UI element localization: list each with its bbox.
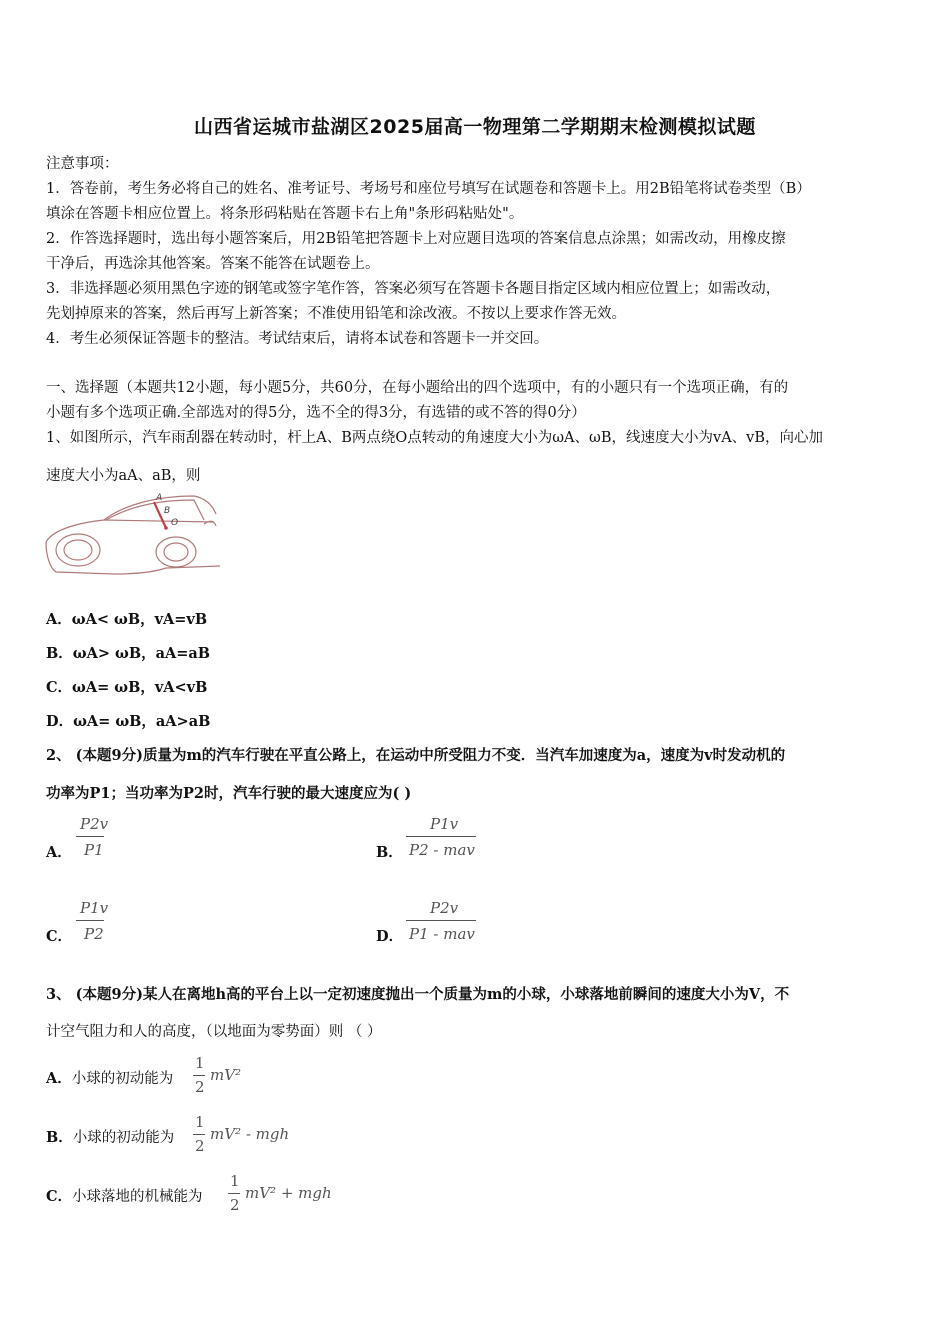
option-text: 小球的初动能为 (72, 1130, 175, 1146)
q3-expr-c: mV² + mgh (245, 1184, 332, 1202)
option-text: 小球落地的机械能为 (72, 1189, 203, 1205)
option-label: B． (376, 844, 403, 861)
notice-line: 3．非选择题必须用黑色字迹的钢笔或签字笔作答，答案必须写在答题卡各题目指定区域内相应位置上；如需改动， (46, 281, 781, 297)
numerator: 1 (230, 1172, 240, 1190)
option-label: B． (46, 645, 73, 662)
option-label: C． (46, 679, 73, 696)
q2-stem: 2、 (本题9分)质量为m的汽车行驶在平直公路上，在运动中所受阻力不变．当汽车加速度为a，速度为v时发动机的 (46, 747, 786, 764)
q2-option-b[interactable] (376, 841, 403, 862)
q3-fraction-b (193, 1113, 207, 1159)
numerator: 1 (195, 1054, 205, 1072)
q3-option-a[interactable] (46, 1067, 173, 1088)
car-wiper-figure (44, 490, 220, 580)
q3-expr-b: mV² - mgh (210, 1125, 290, 1143)
pivot-o (164, 526, 168, 530)
numerator: P1v (430, 815, 459, 833)
denominator: 2 (230, 1196, 240, 1214)
section-heading-cont: 小题有多个选项正确.全部选对的得5分，选不全的得3分，有选错的或不答的得0分） (46, 405, 586, 421)
fraction-bar (228, 1193, 240, 1194)
label-o: O (171, 518, 179, 528)
q3-expr-a: mV² (210, 1066, 242, 1084)
car-hood-line (104, 520, 214, 522)
q2-option-c[interactable] (46, 925, 72, 946)
option-label: A． (46, 844, 72, 861)
car-wheel-rear-inner (164, 543, 188, 561)
q2-fraction-d (406, 899, 478, 947)
fraction-bar (406, 920, 476, 921)
option-label: C． (46, 928, 73, 945)
q2-fraction-a (76, 815, 109, 863)
q2-fraction-c (76, 899, 109, 947)
notice-line: 4．考生必须保证答题卡的整洁。考试结束后，请将本试卷和答题卡一并交回。 (46, 331, 549, 347)
option-label: A． (46, 1070, 72, 1087)
q2-fraction-b (406, 815, 478, 863)
car-wheel-rear-outer (156, 537, 196, 567)
denominator: P1 - mav (409, 925, 475, 943)
q1-option-c[interactable] (46, 676, 207, 697)
notice-line: 填涂在答题卡相应位置上。将条形码粘贴在答题卡右上角"条形码粘贴处"。 (46, 206, 524, 222)
option-text: 小球的初动能为 (71, 1071, 174, 1087)
q3-option-b[interactable] (46, 1126, 174, 1147)
q1-option-b[interactable] (46, 642, 210, 663)
notice-heading: 注意事项： (46, 156, 119, 172)
option-label: D． (376, 928, 404, 945)
option-text: ωA< ωB，vA=vB (71, 611, 208, 628)
numerator: P1v (80, 899, 109, 917)
notice-line: 1．答卷前，考生务必将自己的姓名、准考证号、考场号和座位号填写在试题卷和答题卡上。用2B铅笔将试卷类型（B） (46, 181, 811, 197)
denominator: 2 (195, 1078, 205, 1096)
q1-option-d[interactable] (46, 710, 210, 731)
q3-stem-cont: 计空气阻力和人的高度，（以地面为零势面）则 （ ） (46, 1024, 382, 1040)
notice-line: 2．作答选择题时，选出每小题答案后，用2B铅笔把答题卡上对应题目选项的答案信息点涂黑；如需改动，用橡皮擦 (46, 231, 786, 247)
option-text: ωA= ωB，vA<vB (72, 679, 208, 696)
numerator: 1 (195, 1113, 205, 1131)
fraction-bar (76, 836, 104, 837)
q3-fraction-a (193, 1054, 207, 1100)
fraction-bar (193, 1075, 205, 1076)
page-title: 山西省运城市盐湖区2025届高一物理第二学期期末检测模拟试题 (194, 116, 756, 138)
option-text: ωA= ωB，aA>aB (73, 713, 211, 730)
label-a: A (156, 493, 163, 503)
option-label: B． (46, 1129, 73, 1146)
fraction-bar (406, 836, 476, 837)
q2-option-a[interactable] (46, 841, 72, 862)
notice-line: 先划掉原来的答案，然后再写上新答案；不准使用铅笔和涂改液。不按以上要求作答无效。 (46, 306, 626, 322)
q2-stem-cont: 功率为P1；当功率为P2时，汽车行驶的最大速度应为( ) (46, 785, 412, 802)
denominator: 2 (195, 1137, 205, 1155)
q1-option-a[interactable] (46, 608, 207, 629)
q3-stem: 3、 (本题9分)某人在离地h高的平台上以一定初速度抛出一个质量为m的小球，小球落地前瞬间的速度大小为V，不 (46, 986, 790, 1003)
q1-stem-cont: 速度大小为aA、aB，则 (46, 468, 201, 484)
section-heading: 一、选择题（本题共12小题，每小题5分，共60分，在每小题给出的四个选项中，有的小题只有一个选项正确，有的 (46, 380, 789, 396)
label-b: B (164, 506, 171, 516)
q3-fraction-c (228, 1172, 242, 1218)
q1-stem: 1、如图所示，汽车雨刮器在转动时，杆上A、B两点绕O点转动的角速度大小为ωA、ωB，线速度大小为vA、vB，向心加 (46, 430, 824, 446)
q2-option-d[interactable] (376, 925, 403, 946)
fraction-bar (193, 1134, 205, 1135)
option-label: C． (46, 1188, 73, 1205)
denominator: P1 (84, 841, 104, 859)
numerator: P2v (80, 815, 109, 833)
option-label: D． (46, 713, 74, 730)
q3-option-c[interactable] (46, 1185, 203, 1206)
denominator: P2 (84, 925, 104, 943)
option-text: ωA> ωB，aA=aB (72, 645, 211, 662)
numerator: P2v (430, 899, 459, 917)
car-wheel-front-outer (56, 534, 100, 566)
notice-line: 干净后，再选涂其他答案。答案不能答在试题卷上。 (46, 256, 380, 272)
option-label: A． (46, 611, 72, 628)
car-wheel-front-inner (64, 540, 92, 560)
denominator: P2 - mav (409, 841, 475, 859)
fraction-bar (76, 920, 104, 921)
